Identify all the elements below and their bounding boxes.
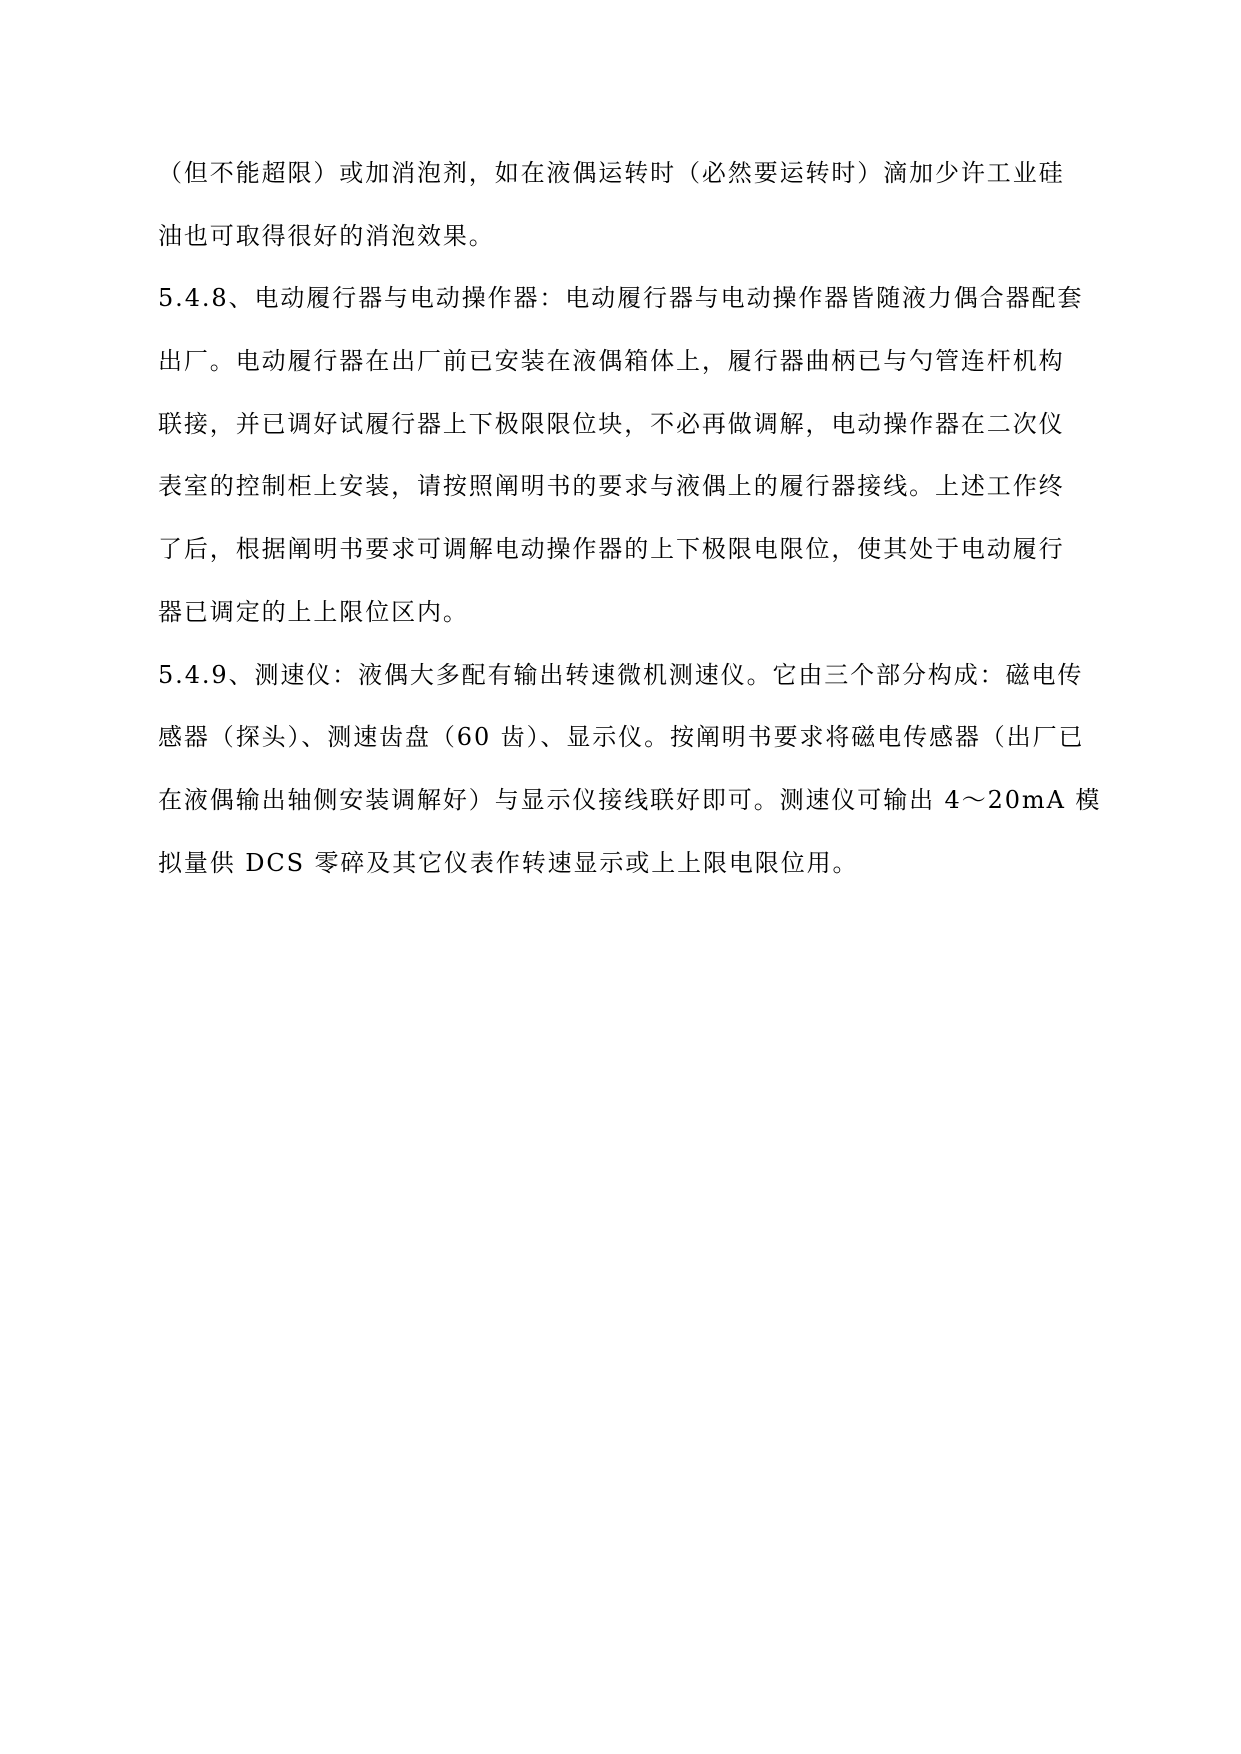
text-line: 了后，根据阐明书要求可调解电动操作器的上下极限电限位，使其处于电动履行 bbox=[158, 535, 1065, 564]
text-line: （但不能超限）或加消泡剂，如在液偶运转时（必然要运转时）滴加少许工业硅 bbox=[158, 159, 1065, 187]
text-line: 联接，并已调好试履行器上下极限限位块，不必再做调解，电动操作器在二次仪 bbox=[158, 409, 1065, 438]
text-line: 油也可取得很好的消泡效果。 bbox=[158, 221, 495, 250]
text-line: 5.4.8、电动履行器与电动操作器：电动履行器与电动操作器皆随液力偶合器配套 bbox=[158, 284, 1084, 313]
body-text bbox=[158, 158, 1118, 910]
text-line: 拟量供 DCS 零碎及其它仪表作转速显示或上上限电限位用。 bbox=[158, 848, 859, 877]
text-line: 器已调定的上上限位区内。 bbox=[158, 597, 469, 626]
text-line: 表室的控制柜上安装，请按照阐明书的要求与液偶上的履行器接线。上述工作终 bbox=[158, 472, 1065, 501]
text-line: 5.4.9、测速仪：液偶大多配有输出转速微机测速仪。它由三个部分构成：磁电传 bbox=[158, 660, 1084, 689]
text-line: 在液偶输出轴侧安装调解好）与显示仪接线联好即可。测速仪可输出 4～20mA 模 bbox=[158, 785, 1102, 814]
text-line: 出厂。电动履行器在出厂前已安装在液偶箱体上，履行器曲柄已与勺管连杆机构 bbox=[158, 347, 1065, 376]
text-line: 感器（探头）、测速齿盘（60 齿）、显示仪。按阐明书要求将磁电传感器（出厂已 bbox=[158, 723, 1085, 752]
